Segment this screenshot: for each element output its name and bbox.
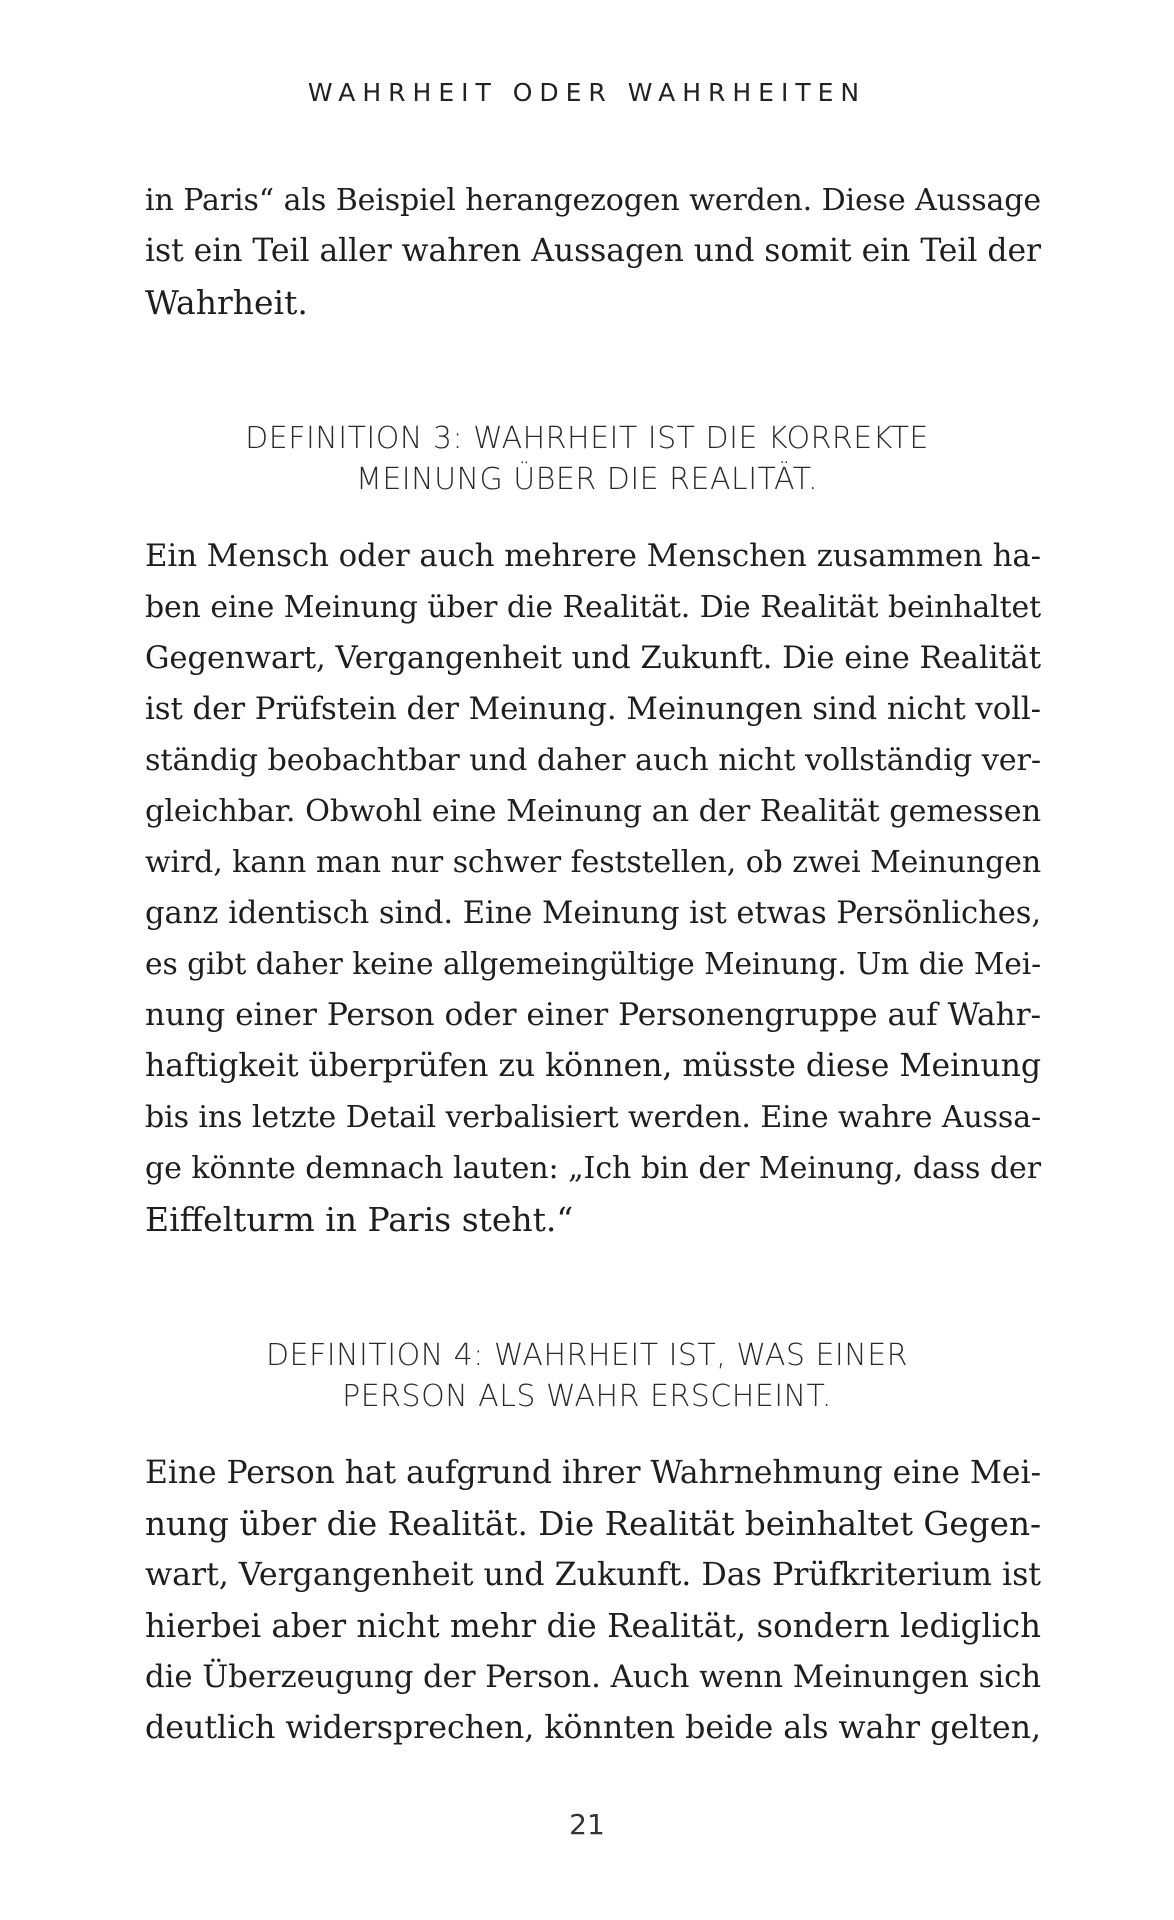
text-line: ben eine Meinung über die Realität. Die Realität beinhaltet (145, 590, 1041, 625)
paragraph-1 (145, 175, 1041, 328)
paragraph-2 (145, 531, 1041, 1245)
page-number: 21 (569, 1808, 605, 1841)
text-line: wird, kann man nur schwer feststellen, ob zwei Meinungen (145, 845, 1041, 880)
text-line: wart, Vergangenheit und Zukunft. Das Prüfkriterium ist (145, 1557, 1041, 1593)
heading-line: DEFINITION 3: WAHRHEIT IST DIE KORREKTE (245, 421, 929, 456)
text-line: Eine Person hat aufgrund ihrer Wahrnehmung eine Mei- (145, 1455, 1041, 1491)
text-line: die Überzeugung der Person. Auch wenn Meinungen sich (145, 1659, 1041, 1695)
text-line: nung einer Person oder einer Personengruppe auf Wahr- (145, 997, 1041, 1033)
heading-line: PERSON ALS WAHR ERSCHEINT. (342, 1379, 832, 1414)
text-line: bis ins letzte Detail verbalisiert werden. Eine wahre Aussa- (145, 1100, 1041, 1135)
definition-4-heading (0, 1335, 1174, 1417)
text-line: Ein Mensch oder auch mehrere Menschen zusammen ha- (145, 538, 1041, 574)
paragraph-3 (145, 1448, 1041, 1754)
heading-line: MEINUNG ÜBER DIE REALITÄT. (355, 462, 819, 497)
text-line: hierbei aber nicht mehr die Realität, sondern lediglich (145, 1607, 1041, 1645)
text-line: deutlich widersprechen, könnten beide als wahr gelten, (145, 1710, 1041, 1746)
text-line: es gibt daher keine allgemeingültige Meinung. Um die Mei- (145, 947, 1041, 982)
running-head: WAHRHEIT ODER WAHRHEITEN (307, 78, 867, 107)
text-line: Eiffelturm in Paris steht.“ (145, 1200, 574, 1239)
definition-3-heading (0, 418, 1174, 500)
text-line: ist der Prüfstein der Meinung. Meinungen sind nicht voll- (145, 691, 1041, 727)
text-line: ständig beobachtbar und daher auch nicht vollständig ver- (145, 743, 1041, 778)
text-line: in Paris“ als Beispiel herangezogen werden. Diese Aussage (145, 183, 1041, 218)
text-line: ganz identisch sind. Eine Meinung ist etwas Persönliches, (145, 896, 1041, 931)
text-line: nung über die Realität. Die Realität beinhaltet Gegen- (145, 1505, 1041, 1543)
heading-line: DEFINITION 4: WAHRHEIT IST, WAS EINER (265, 1338, 909, 1373)
text-line: ge könnte demnach lauten: „Ich bin der Meinung, dass der (145, 1151, 1041, 1186)
text-line: Gegenwart, Vergangenheit und Zukunft. Die eine Realität (145, 641, 1041, 676)
text-line: gleichbar. Obwohl eine Meinung an der Realität gemessen (145, 794, 1041, 829)
text-line: Wahrheit. (145, 283, 308, 322)
text-line: ist ein Teil aller wahren Aussagen und somit ein Teil der (145, 233, 1041, 269)
text-line: haftigkeit überprüfen zu können, müsste diese Meinung (145, 1048, 1041, 1084)
